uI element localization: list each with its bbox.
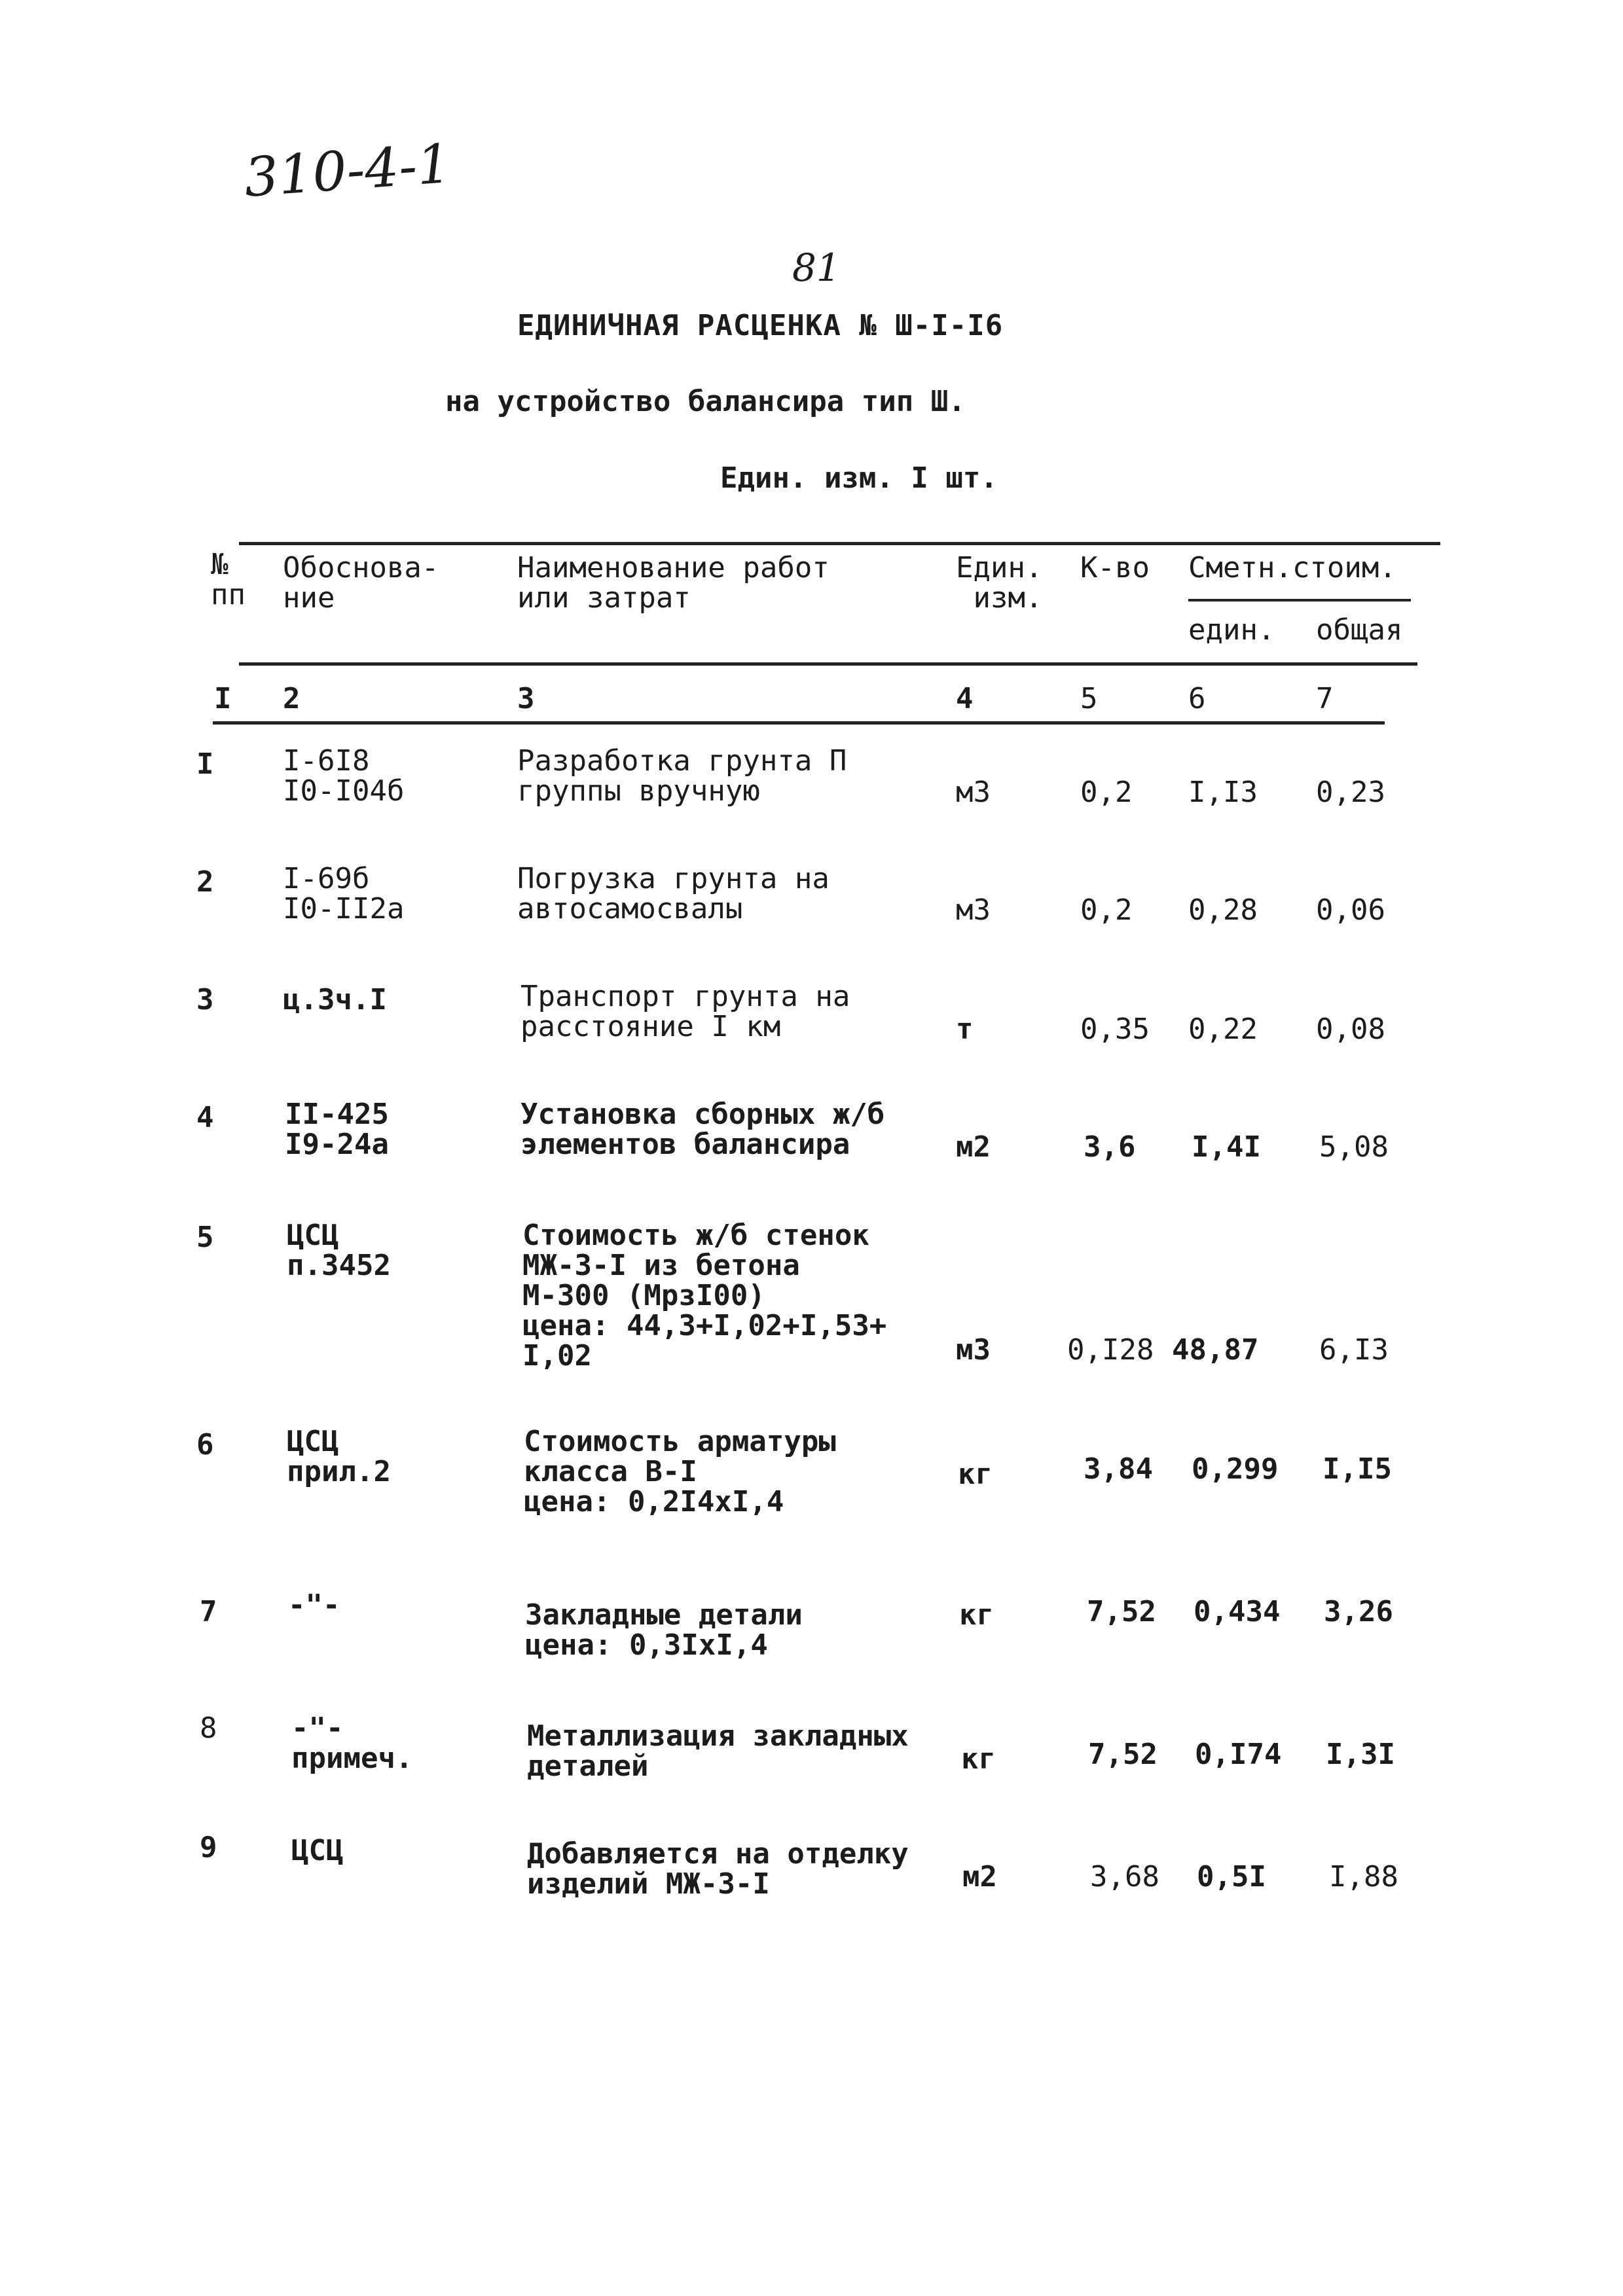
row-unit: м3 (956, 893, 991, 927)
header-qty: К-во (1080, 551, 1150, 584)
column-number-7: 7 (1316, 682, 1334, 715)
row-name: Разработка грунта П группы вручную (517, 744, 847, 808)
row-basis: ЦСЦ (291, 1834, 344, 1867)
row-price: 0,I74 (1195, 1738, 1282, 1771)
row-total: I,3I (1326, 1738, 1395, 1771)
row-unit: м2 (962, 1860, 997, 1893)
row-name: Добавляется на отделку изделий МЖ-3-I (527, 1837, 909, 1901)
column-number-3: 3 (517, 682, 535, 715)
header-num: № пп (211, 548, 246, 611)
row-name: Установка сборных ж/б элементов балансира (520, 1098, 885, 1161)
handwritten-code: 310-4-1 (242, 132, 454, 209)
row-name: Закладные детали цена: 0,3IхI,4 (525, 1598, 803, 1662)
header-cost-total: общая (1316, 613, 1403, 647)
row-total: I,I5 (1322, 1452, 1392, 1486)
row-price: 0,299 (1192, 1452, 1279, 1486)
row-basis: ЦСЦ п.3452 (287, 1219, 391, 1282)
row-total: 0,08 (1316, 1013, 1385, 1046)
column-numbers-rule (213, 721, 1385, 725)
row-qty: 3,84 (1084, 1452, 1153, 1486)
row-name: Стоимость арматуры класса В-I цена: 0,2I4хI,4 (524, 1425, 836, 1518)
row-num: 9 (200, 1831, 217, 1864)
header-unit: Един. изм. (956, 551, 1043, 615)
row-unit: кг (961, 1742, 996, 1776)
row-num: I (196, 747, 214, 781)
cost-header-rule (1188, 599, 1411, 601)
column-number-1: I (214, 682, 232, 715)
row-qty: 0,2 (1080, 893, 1133, 927)
row-price: 48,87 (1172, 1333, 1259, 1367)
header-name: Наименование работ или затрат (517, 551, 830, 615)
doc-title: ЕДИНИЧНАЯ РАСЦЕНКА № Ш-I-I6 (517, 309, 1004, 342)
row-unit: м3 (956, 776, 991, 809)
row-total: 6,I3 (1319, 1333, 1389, 1367)
column-number-5: 5 (1080, 682, 1098, 715)
row-price: I,I3 (1188, 776, 1258, 809)
column-number-2: 2 (283, 682, 301, 715)
row-basis: ц.3ч.I (283, 983, 387, 1016)
row-num: 8 (200, 1712, 217, 1745)
row-num: 4 (196, 1101, 214, 1134)
row-name: Транспорт грунта на расстояние I км (520, 980, 850, 1043)
table-top-rule (239, 542, 1440, 545)
column-number-4: 4 (956, 682, 974, 715)
header-bottom-rule (239, 662, 1417, 666)
row-unit: т (956, 1013, 974, 1046)
row-total: 5,08 (1319, 1130, 1389, 1164)
row-total: I,88 (1329, 1860, 1398, 1893)
row-qty: 3,68 (1090, 1860, 1159, 1893)
row-qty: 3,6 (1084, 1130, 1136, 1164)
row-unit: кг (959, 1598, 994, 1632)
row-price: 0,22 (1188, 1013, 1258, 1046)
row-price: 0,434 (1194, 1595, 1281, 1628)
row-total: 0,23 (1316, 776, 1385, 809)
row-basis: II-425 I9-24а (285, 1098, 389, 1161)
row-qty: 7,52 (1088, 1738, 1158, 1771)
row-price: 0,28 (1188, 893, 1258, 927)
row-num: 3 (196, 983, 214, 1016)
row-unit: м3 (956, 1333, 991, 1367)
header-basis: Обоснова- ние (283, 551, 439, 615)
row-price: I,4I (1192, 1130, 1261, 1164)
page-number: 81 (792, 245, 841, 290)
row-unit: кг (958, 1458, 993, 1491)
row-price: 0,5I (1197, 1860, 1266, 1893)
row-basis: I-6I8 I0-I04б (283, 744, 405, 808)
header-cost: Сметн.стоим. (1188, 551, 1396, 584)
row-unit: м2 (956, 1130, 991, 1164)
row-num: 6 (196, 1428, 214, 1462)
row-name: Погрузка грунта на автосамосвалы (517, 862, 830, 925)
row-total: 3,26 (1324, 1595, 1393, 1628)
row-qty: 0,I28 (1067, 1333, 1154, 1367)
row-basis: I-69б I0-II2а (283, 862, 405, 925)
row-total: 0,06 (1316, 893, 1385, 927)
row-name: Стоимость ж/б стенок МЖ-3-I из бетона М-300 (МрзI00) цена: 44,3+I,02+I,53+ I,02 (522, 1219, 887, 1372)
row-qty: 0,35 (1080, 1013, 1150, 1046)
row-basis: -"- примеч. (291, 1712, 413, 1775)
row-num: 5 (196, 1221, 214, 1254)
row-qty: 7,52 (1087, 1595, 1156, 1628)
doc-unit-line: Един. изм. I шт. (720, 461, 998, 495)
row-basis: -"- (288, 1588, 340, 1622)
column-number-6: 6 (1188, 682, 1206, 715)
row-qty: 0,2 (1080, 776, 1133, 809)
row-name: Металлизация закладных деталей (527, 1719, 909, 1783)
row-num: 7 (200, 1595, 217, 1628)
row-num: 2 (196, 865, 214, 899)
row-basis: ЦСЦ прил.2 (287, 1425, 391, 1488)
header-cost-unit: един. (1188, 613, 1275, 647)
doc-subtitle: на устройство балансира тип Ш. (445, 385, 966, 418)
